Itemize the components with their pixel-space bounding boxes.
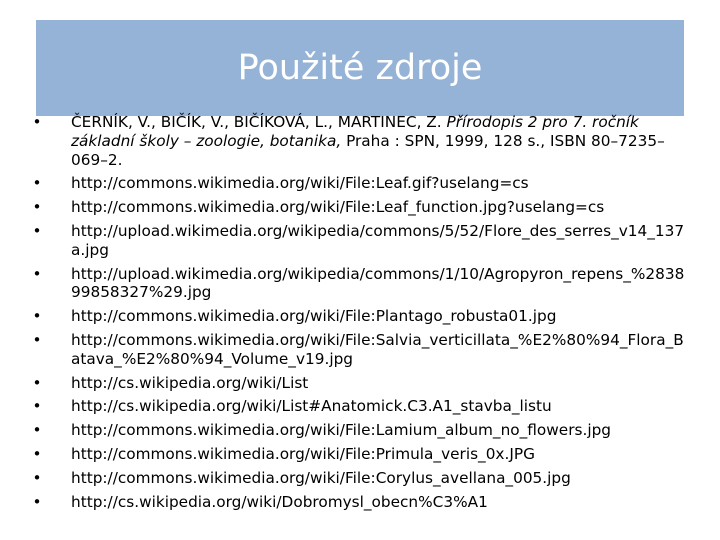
bullet-icon: • — [32, 492, 42, 511]
reference-link-item — [30, 374, 690, 393]
reference-link[interactable]: http://commons.wikimedia.org/wiki/File:Salvia_verticillata_%E2%80%94_Flora_Batava_%E2%80%94_Volume_v19.jpg — [71, 330, 684, 368]
bullet-icon: • — [32, 307, 42, 326]
reference-link-item — [30, 307, 690, 326]
bullet-icon: • — [32, 198, 42, 217]
bullet-icon: • — [32, 264, 42, 283]
reference-link-item — [30, 331, 690, 369]
reference-link[interactable]: http://cs.wikipedia.org/wiki/Dobromysl_obecn%C3%A1 — [71, 492, 488, 511]
bullet-icon: • — [32, 330, 42, 349]
reference-link-item — [30, 198, 690, 217]
slide-title: Použité zdroje — [237, 48, 483, 88]
reference-link[interactable]: http://upload.wikimedia.org/wikipedia/commons/1/10/Agropyron_repens_%283899858327%29.jpg — [71, 264, 685, 302]
bullet-icon: • — [32, 373, 42, 392]
reference-link-item — [30, 493, 690, 512]
reference-link-item — [30, 397, 690, 416]
reference-link[interactable]: http://cs.wikipedia.org/wiki/List — [71, 373, 309, 392]
reference-link-item — [30, 445, 690, 464]
reference-link[interactable]: http://commons.wikimedia.org/wiki/File:Leaf.gif?uselang=cs — [71, 174, 529, 193]
reference-link-item — [30, 265, 690, 303]
bullet-icon: • — [32, 468, 42, 487]
reference-book-title: Přírodopis 2 pro 7. ročník základní školy – zoologie, botanika, — [71, 113, 639, 150]
reference-list — [30, 113, 690, 516]
reference-link[interactable]: http://cs.wikipedia.org/wiki/List#Anatomick.C3.A1_stavba_listu — [71, 397, 552, 416]
bullet-icon: • — [32, 174, 42, 193]
reference-link[interactable]: http://commons.wikimedia.org/wiki/File:Primula_veris_0x.JPG — [71, 444, 535, 463]
reference-link-item — [30, 469, 690, 488]
reference-link-item — [30, 222, 690, 260]
reference-link-item — [30, 174, 690, 193]
title-band — [36, 20, 684, 116]
reference-publication: Praha : SPN, 1999, 128 s., ISBN 80–7235–069–2. — [71, 131, 665, 169]
reference-link[interactable]: http://commons.wikimedia.org/wiki/File:Leaf_function.jpg?uselang=cs — [71, 198, 605, 217]
reference-link-item — [30, 421, 690, 440]
reference-authors: ČERNÍK, V., BIČÍK, V., BIČÍKOVÁ, L., MARTINEC, Z. — [71, 113, 447, 131]
bullet-icon: • — [32, 421, 42, 440]
reference-link[interactable]: http://upload.wikimedia.org/wikipedia/commons/5/52/Flore_des_serres_v14_137a.jpg — [71, 221, 685, 259]
bullet-icon: • — [32, 113, 42, 131]
bullet-icon: • — [32, 221, 42, 240]
reference-link[interactable]: http://commons.wikimedia.org/wiki/File:Plantago_robusta01.jpg — [71, 307, 557, 326]
reference-link[interactable]: http://commons.wikimedia.org/wiki/File:Corylus_avellana_005.jpg — [71, 468, 571, 487]
reference-item-book — [30, 113, 690, 169]
bullet-icon: • — [32, 444, 42, 463]
bullet-icon: • — [32, 397, 42, 416]
reference-link[interactable]: http://commons.wikimedia.org/wiki/File:Lamium_album_no_flowers.jpg — [71, 421, 611, 440]
